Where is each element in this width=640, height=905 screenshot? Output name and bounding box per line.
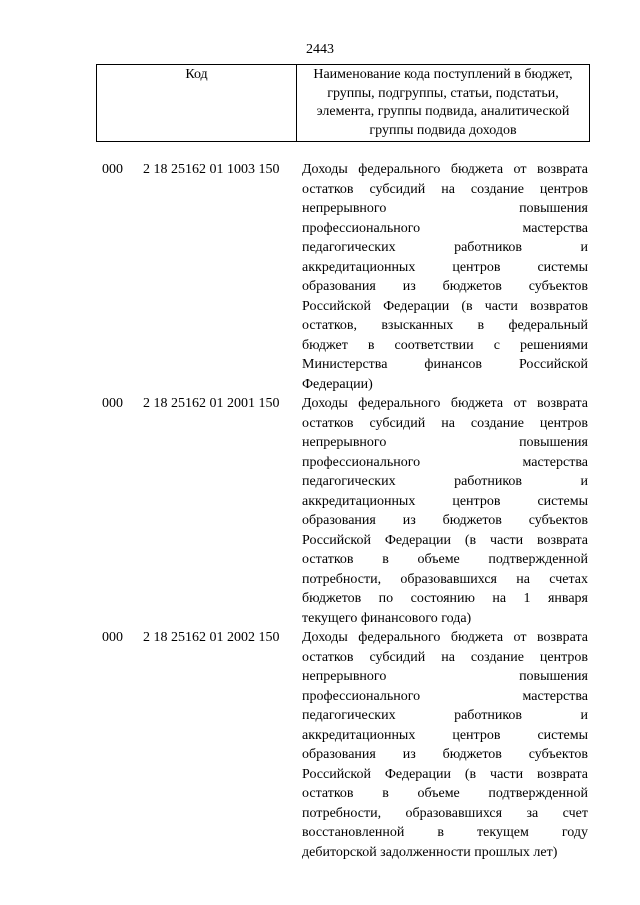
- description-line: остатков в объеме подтвержденной: [302, 552, 588, 567]
- row-income-code: 2 18 25162 01 2001 150: [143, 396, 280, 411]
- header-name-line: элемента, группы подвида, аналитической: [316, 104, 570, 119]
- description-line: педагогических работников и: [302, 240, 588, 255]
- description-line: аккредитационных центров системы: [302, 259, 588, 275]
- row-admin-code: 000: [102, 162, 123, 177]
- row-admin-code: 000: [102, 396, 123, 411]
- table-row: [0, 628, 640, 862]
- description-line: педагогических работников и: [302, 474, 588, 489]
- header-name-line: Наименование кода поступлений в бюджет,: [313, 67, 573, 82]
- description-line: непрерывного повышения: [302, 669, 588, 684]
- description-line: бюджетов по состоянию на 1 января: [302, 591, 588, 606]
- description-line: восстановленной в текущем году: [302, 825, 588, 840]
- description-line: образования из бюджетов субъектов: [302, 279, 588, 294]
- header-name-line: группы подвида доходов: [369, 122, 517, 138]
- description-line: аккредитационных центров системы: [302, 493, 588, 509]
- description-line: образования из бюджетов субъектов: [302, 513, 588, 528]
- table-header: [96, 64, 590, 142]
- description-line: остатков в объеме подтвержденной: [302, 786, 588, 801]
- description-line: остатков субсидий на создание центров: [302, 649, 588, 665]
- row-income-code: 2 18 25162 01 2002 150: [143, 630, 280, 645]
- description-line: профессионального мастерства: [302, 454, 588, 470]
- table-row: [0, 160, 640, 394]
- description-line: дебиторской задолженности прошлых лет): [302, 844, 558, 860]
- row-admin-code: 000: [102, 630, 123, 645]
- description-line: аккредитационных центров системы: [302, 727, 588, 743]
- income-code-list: [0, 160, 640, 862]
- description-line: Российской Федерации (в части возврата: [302, 766, 588, 782]
- description-line: потребности, образовавшихся на счетах: [302, 571, 588, 587]
- description-line: Доходы федерального бюджета от возврата: [302, 630, 588, 645]
- description-line: образования из бюджетов субъектов: [302, 747, 588, 762]
- description-line: непрерывного повышения: [302, 201, 588, 216]
- header-name-column: [297, 65, 589, 141]
- description-line: профессионального мастерства: [302, 220, 588, 236]
- row-description: [302, 628, 588, 862]
- page-number: 2443: [306, 42, 334, 57]
- header-code-column: Код: [97, 65, 297, 141]
- header-name-line: группы, подгруппы, статьи, подстатьи,: [327, 85, 559, 101]
- row-income-code: 2 18 25162 01 1003 150: [143, 162, 280, 177]
- row-description: [302, 394, 588, 628]
- description-line: Российской Федерации (в части возвратов: [302, 298, 588, 314]
- description-line: остатков субсидий на создание центров: [302, 415, 588, 431]
- description-line: бюджет в соответствии с решениями: [302, 337, 588, 353]
- description-line: потребности, образовавшихся за счет: [302, 805, 588, 821]
- description-line: Доходы федерального бюджета от возврата: [302, 396, 588, 411]
- description-line: профессионального мастерства: [302, 688, 588, 704]
- row-description: [302, 160, 588, 394]
- description-line: Российской Федерации (в части возврата: [302, 532, 588, 548]
- description-line: остатков, взысканных в федеральный: [302, 318, 588, 333]
- description-line: Доходы федерального бюджета от возврата: [302, 162, 588, 177]
- description-line: Федерации): [302, 376, 373, 392]
- description-line: Министерства финансов Российской: [302, 357, 588, 372]
- description-line: текущего финансового года): [302, 610, 472, 626]
- description-line: педагогических работников и: [302, 708, 588, 723]
- description-line: непрерывного повышения: [302, 435, 588, 450]
- description-line: остатков субсидий на создание центров: [302, 181, 588, 197]
- table-row: [0, 394, 640, 628]
